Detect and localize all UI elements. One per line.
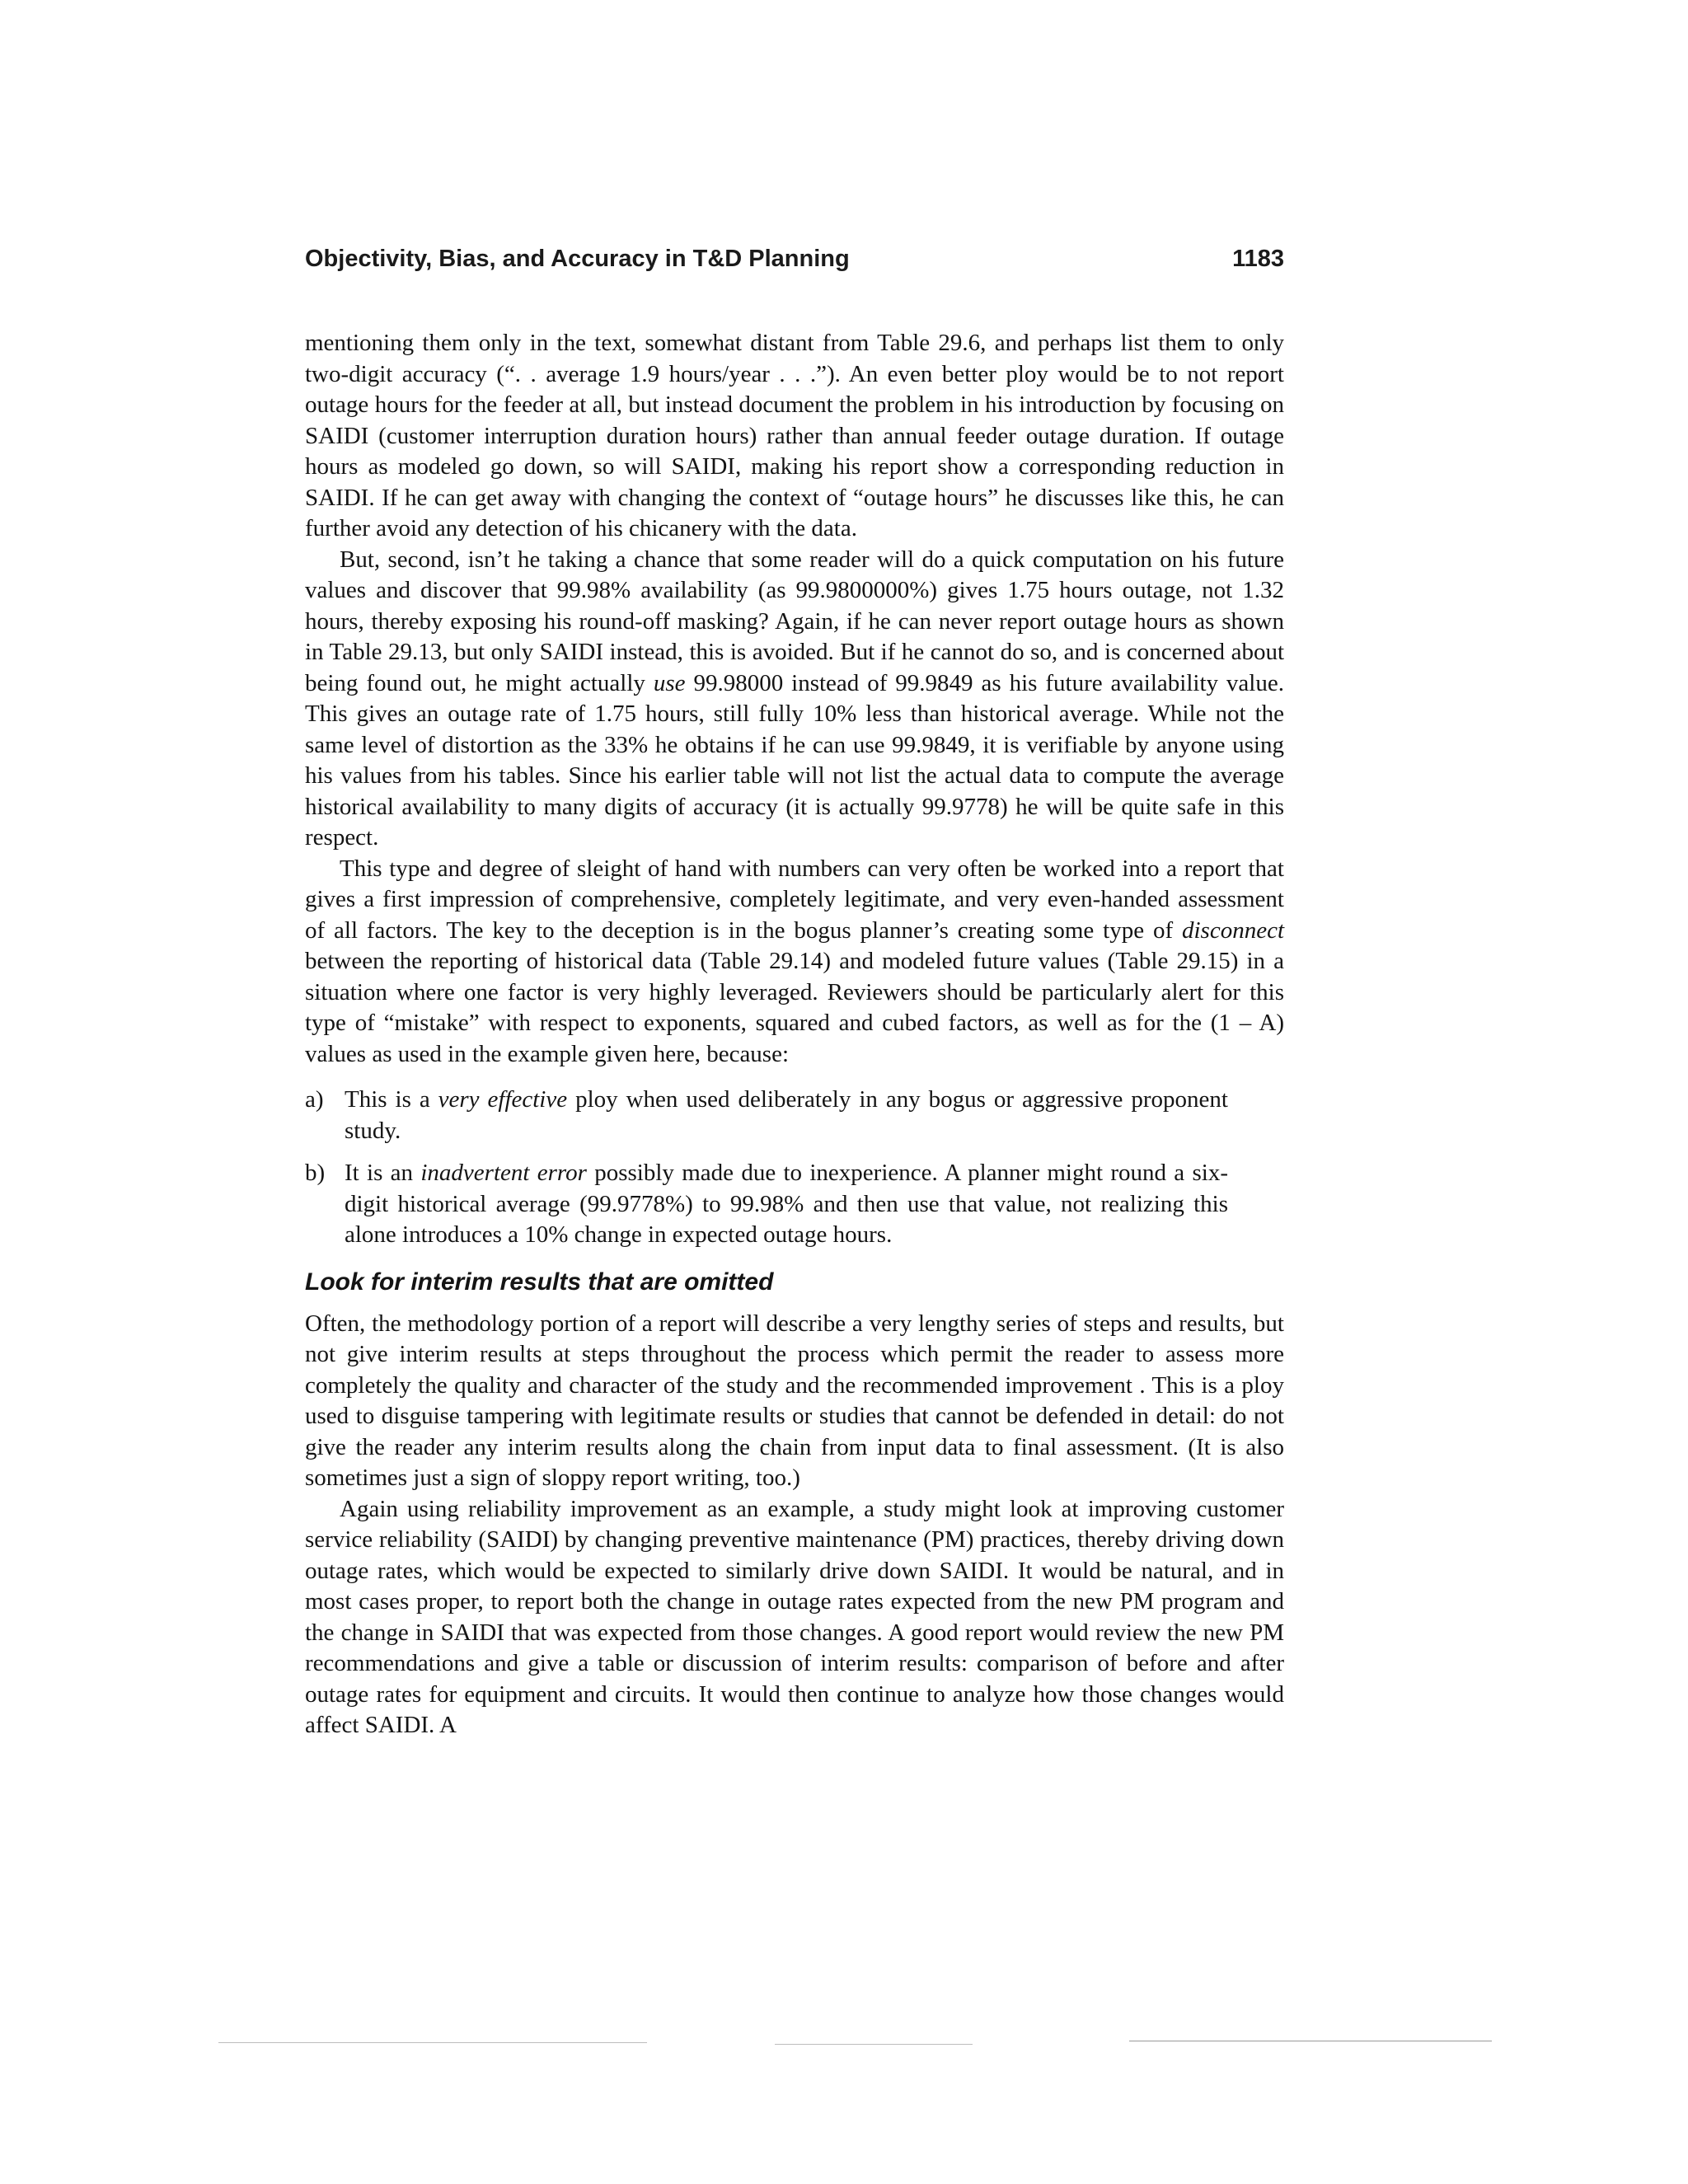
text-run: But, second, isn’t he taking a chance that some reader will do a quick computation on his future values and discover that 99.98% availability (as 99.9800000%) gives 1.75 hours outage, not 1.32 hours, thereby exposing his round-off masking? Again, if he can never report outage hours as shown in Table 29.13, but only SAIDI instead, this is avoided. But if he cannot do so, and is concerned about being found out, he might actually (305, 546, 1284, 696)
reason-list (305, 1085, 1284, 1251)
paragraph-reliability-example: Again using reliability improvement as an example, a study might look at improving customer service reliability (SAIDI) by changing preventive maintenance (PM) practices, thereby driving down outage rates, which would be expected to similarly drive down SAIDI. It would be natural, and in most cases proper, to report both the change in outage rates expected from the new PM program and the change in SAIDI that was expected from those changes. A good report would review the new PM recommendations and give a table or discussion of interim results: comparison of before and after outage rates for equipment and circuits. It would then continue to analyze how those changes would affect SAIDI. A (305, 1495, 1284, 1738)
chapter-running-title: Objectivity, Bias, and Accuracy in T&D Planning (305, 246, 850, 272)
paragraph-sleight-of-hand (305, 854, 1284, 1071)
text-run: It is an (345, 1160, 421, 1186)
text-run: This is a (345, 1086, 438, 1113)
paragraph-interim-results: Often, the methodology portion of a report will describe a very lengthy series of steps and results, but not give interim results at steps throughout the process which permit the reader to assess more completely the quality and character of the study and the recommended improvement . This is a ploy used to disguise tampering with legitimate results or studies that cannot be defended in detail: do not give the reader any interim results along the chain from input data to final assessment. (It is also sometimes just a sign of sloppy report writing, too.) (305, 1310, 1284, 1491)
paragraph-second-point (305, 545, 1284, 854)
scan-artifact-line (218, 2042, 647, 2043)
section-heading: Look for interim results that are omitted (305, 1268, 774, 1296)
text-run: possibly made due to inexperience. A planner might round a six-digit historical average (99.9778%) to 99.98% and then use that value, not realizing this alone introduces a 10% change in expected outage hours. (345, 1160, 1228, 1248)
text-run: 99.98000 instead of 99.9849 as his future availability value. This gives an outage rate of 1.75 hours, still fully 10% less than historical average. While not the same level of distortion as the 33% he obtains if he can use 99.9849, it is verifiable by anyone using his values from his tables. Since his earlier table will not list the actual data to compute the average historical availability to many digits of accuracy (it is actually 99.9778) he will be quite safe in this respect. (305, 669, 1284, 851)
body-text (305, 328, 1284, 1741)
emphasis: disconnect (1181, 916, 1284, 944)
emphasis: inadvertent error (420, 1160, 587, 1186)
list-item (305, 1158, 1228, 1251)
scan-artifact-line (775, 2044, 973, 2045)
list-marker: b) (305, 1160, 326, 1186)
emphasis: very effective (438, 1086, 568, 1113)
emphasis: use (653, 669, 686, 696)
text-run: This type and degree of sleight of hand with numbers can very often be worked into a report that gives a first impression of comprehensive, completely legitimate, and very even-handed assessment of all factors. The key to the deception is in the bogus planner’s creating some type of (305, 855, 1284, 944)
list-item (305, 1085, 1228, 1146)
running-head (305, 246, 1284, 282)
list-marker: a) (305, 1086, 324, 1113)
page-number: 1183 (1232, 246, 1284, 272)
paragraph-continued: mentioning them only in the text, somewhat distant from Table 29.6, and perhaps list them to only two-digit accuracy (“. . average 1.9 hours/year . . .”). An even better ploy would be to not report outage hours for the feeder at all, but instead document the problem in his introduction by focusing on SAIDI (customer interruption duration hours) rather than annual feeder outage duration. If outage hours as modeled go down, so will SAIDI, making his report show a corresponding reduction in SAIDI. If he can get away with changing the context of “outage hours” he discusses like this, he can further avoid any detection of his chicanery with the data. (305, 330, 1284, 541)
text-run: between the reporting of historical data (Table 29.14) and modeled future values (Table 29.15) in a situation where one factor is very highly leveraged. Reviewers should be particularly alert for this type of “mistake” with respect to exponents, squared and cubed factors, as well as for the (1 – A) values as used in the example given here, because: (305, 948, 1284, 1067)
text-run: ploy when used deliberately in any bogus or aggressive proponent study. (345, 1086, 1228, 1144)
